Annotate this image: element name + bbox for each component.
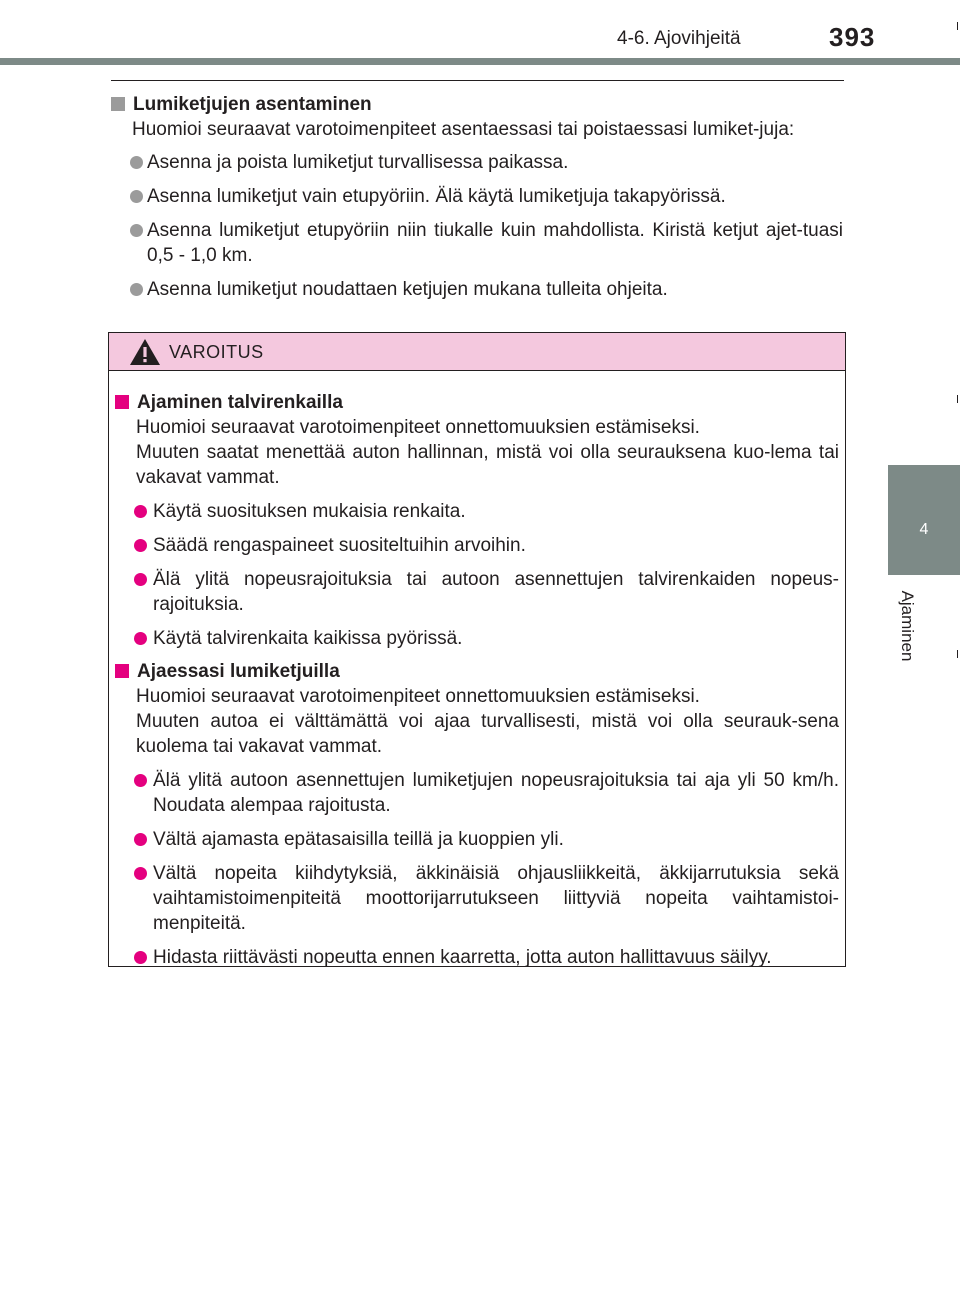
list-item-text: Asenna lumiketjut noudattaen ketjujen mukana tulleita ohjeita. [147, 279, 668, 300]
round-bullet-icon [134, 867, 147, 880]
warning-list-item-text: Vältä ajamasta epätasaisilla teillä ja kuoppien yli. [153, 829, 564, 850]
chapter-number: 4 [919, 521, 929, 538]
round-bullet-icon [130, 224, 143, 237]
warning-section-heading [115, 659, 839, 684]
round-bullet-icon [130, 283, 143, 296]
warning-section-heading [115, 390, 839, 415]
round-bullet-icon [134, 951, 147, 964]
warning-intro-consequence: Muuten saatat menettää auton hallinnan, mistä voi olla seurauksena kuo-lema tai vakavat vammat. [136, 442, 839, 488]
header-section-title: 4-6. Ajovihjeitä [617, 28, 741, 49]
warning-list-item-text: Älä ylitä autoon asennettujen lumiketjujen nopeusrajoituksia tai aja yli 50 km/h. Noudata alempaa rajoitusta. [153, 770, 839, 816]
round-bullet-icon [134, 632, 147, 645]
list-item-text: Asenna ja poista lumiketjut turvallisessa paikassa. [147, 152, 569, 173]
section-heading [111, 92, 843, 117]
chapter-label-text: Ajaminen [898, 590, 917, 662]
warning-list-item [115, 768, 839, 818]
round-bullet-icon [134, 573, 147, 586]
warning-list-item [115, 567, 839, 617]
list-item [111, 184, 843, 209]
square-bullet-icon [115, 395, 129, 409]
square-bullet-icon [115, 664, 129, 678]
section-snow-chains [111, 92, 843, 302]
list-item [111, 277, 843, 302]
list-item [111, 218, 843, 268]
section-intro: Huomioi seuraavat varotoimenpiteet asentaessasi tai poistaessasi lumiket-juja: [132, 119, 795, 140]
warning-intro: Huomioi seuraavat varotoimenpiteet onnettomuuksien estämiseksi. [136, 417, 700, 438]
warning-list-item [115, 945, 839, 970]
warning-intro-consequence: Muuten autoa ei välttämättä voi ajaa turvallisesti, mistä voi olla seurauk-sena kuolema tai vakavat vammat. [136, 711, 839, 757]
warning-list-item-text: Käytä suosituksen mukaisia renkaita. [153, 501, 466, 522]
warning-title: VAROITUS [169, 342, 264, 362]
page-number: 393 [829, 22, 876, 52]
round-bullet-icon [134, 505, 147, 518]
warning-box [108, 332, 846, 967]
list-item-text: Asenna lumiketjut vain etupyöriin. Älä käytä lumiketjuja takapyörissä. [147, 186, 726, 207]
crop-mark [957, 22, 958, 30]
warning-list-item-text: Vältä nopeita kiihdytyksiä, äkkinäisiä ohjausliikkeitä, äkkijarrutuksia sekä vaihtamistoimenpiteitä moottorijarrutukseen liittyviä nopeita vaihtamistoi-menpiteitä. [153, 863, 839, 934]
warning-section-heading-text: Ajaessasi lumiketjuilla [137, 661, 340, 682]
warning-header [109, 333, 845, 371]
round-bullet-icon [134, 774, 147, 787]
warning-triangle-icon [129, 338, 161, 366]
warning-list-item [115, 626, 839, 651]
warning-list-item-text: Hidasta riittävästi nopeutta ennen kaarretta, jotta auton hallittavuus säilyy. [153, 947, 772, 968]
warning-list-item [115, 827, 839, 852]
round-bullet-icon [134, 833, 147, 846]
warning-body [115, 390, 839, 970]
list-item-text: Asenna lumiketjut etupyöriin niin tiukalle kuin mahdollista. Kiristä ketjut ajet-tuasi 0,5 - 1,0 km. [147, 220, 843, 266]
chapter-tab [888, 465, 960, 575]
square-bullet-icon [111, 97, 125, 111]
crop-mark [957, 395, 958, 403]
warning-section-heading-text: Ajaminen talvirenkailla [137, 392, 343, 413]
warning-list-item-text: Älä ylitä nopeusrajoituksia tai autoon asennettujen talvirenkaiden nopeus-rajoituksia. [153, 569, 839, 615]
header-rule [0, 58, 960, 65]
list-item [111, 150, 843, 175]
round-bullet-icon [130, 190, 143, 203]
warning-list-item [115, 533, 839, 558]
chapter-label [896, 580, 918, 672]
section-heading-text: Lumiketjujen asentaminen [133, 94, 372, 115]
round-bullet-icon [134, 539, 147, 552]
section-rule [111, 80, 844, 81]
warning-list-item-text: Käytä talvirenkaita kaikissa pyörissä. [153, 628, 463, 649]
round-bullet-icon [130, 156, 143, 169]
warning-list-item-text: Säädä rengaspaineet suositeltuihin arvoihin. [153, 535, 526, 556]
warning-list-item [115, 499, 839, 524]
warning-intro: Huomioi seuraavat varotoimenpiteet onnettomuuksien estämiseksi. [136, 686, 700, 707]
warning-list-item [115, 861, 839, 936]
crop-mark [957, 650, 958, 658]
